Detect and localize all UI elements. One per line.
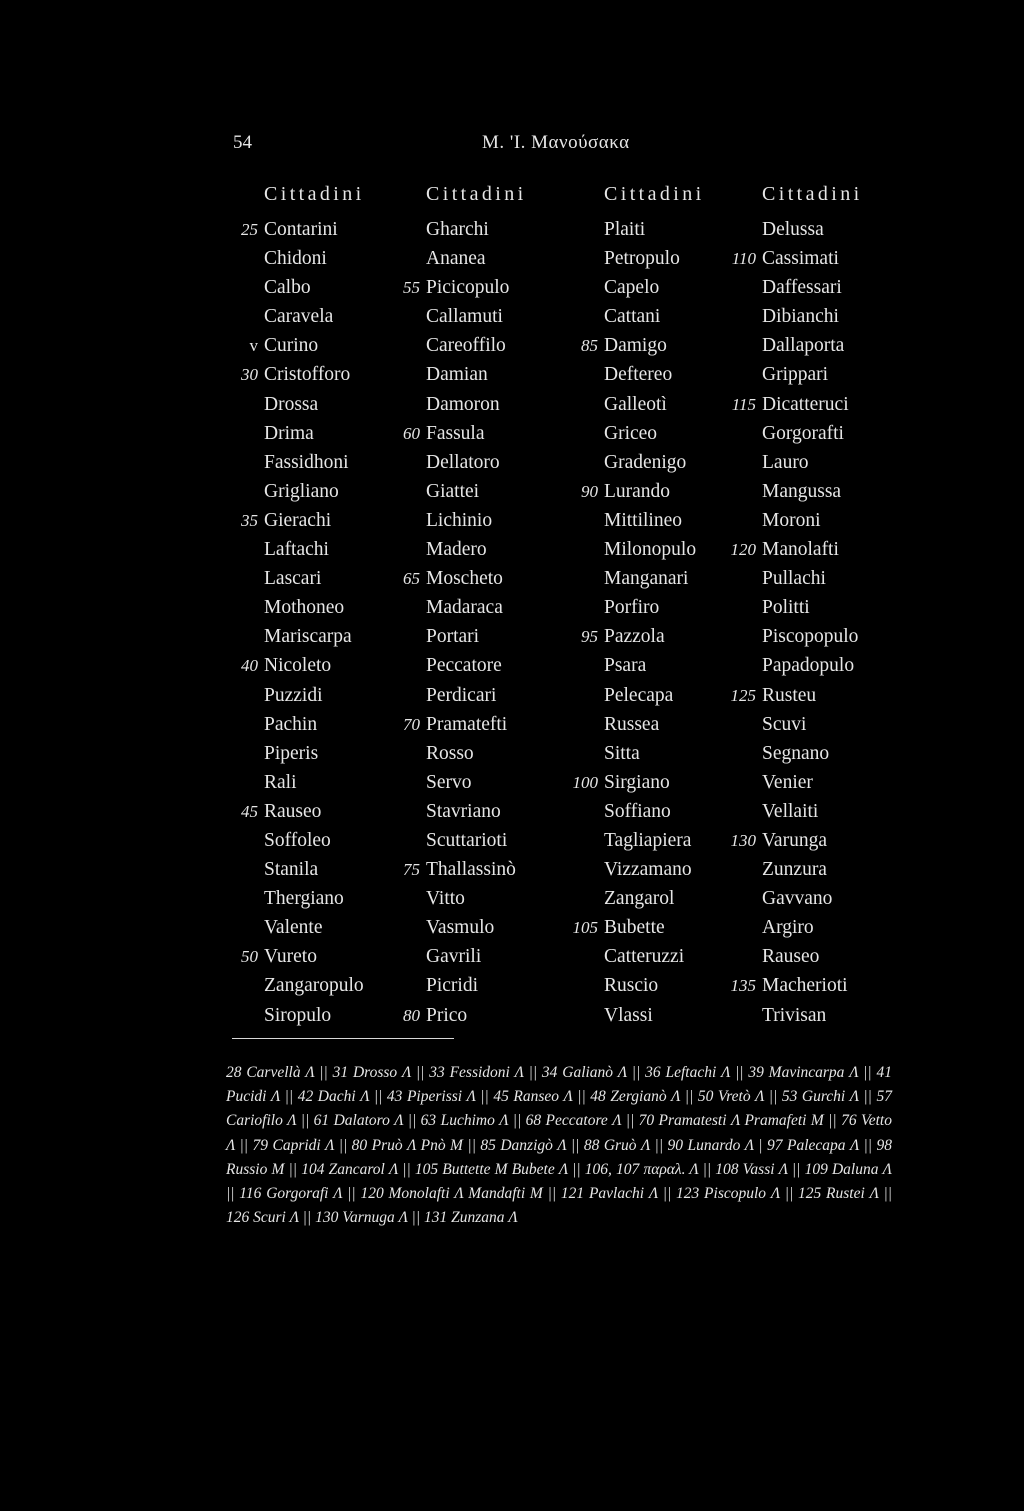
cittadino-name: Curino <box>264 335 319 357</box>
critical-apparatus: 28 Carvellà Λ || 31 Drosso Λ || 33 Fessidoni Λ || 34 Galianò Λ || 36 Leftachi Λ || 39 Mavincarpa Λ || 41 Pucidi Λ || 42 Dachi Λ || 43 Piperissi Λ || 45 Ranseo Λ || 48 Zergianò Λ || 50 Vretò Λ || 53 Gurchi Λ || 57 Cariofilo Λ || 61 Dalatoro Λ || 63 Luchimo Λ || 68 Peccatore Λ || 70 Pramatesti Λ Pramafeti Μ || 76 Vetto Λ || 79 Capridi Λ || 80 Pruò Λ Pnò Μ || 85 Danzigò Λ || 88 Gruò Λ || 90 Lunardo Λ | 97 Palecapa Λ || 98 Russio Μ || 104 Zancarol Λ || 105 Buttette Μ Bubete Λ || 106, 107 παραλ. Λ || 108 Vassi Λ || 109 Daluna Λ || 116 Gorgorafi Λ || 120 Monolafti Λ Mandafti Μ || 121 Pavlachi Λ || 123 Piscopulo Λ || 125 Rustei Λ || 126 Scuri Λ || 130 Varnuga Λ || 131 Zunzana Λ <box>226 1064 892 1227</box>
cittadino-name: Psara <box>604 655 647 677</box>
line-number: 100 <box>572 772 598 792</box>
cittadino-name: Calbo <box>264 277 311 299</box>
cittadino-name: Caravela <box>264 306 334 328</box>
line-number: 50 <box>241 947 258 967</box>
cittadino-name: Lauro <box>762 451 809 473</box>
line-number: 70 <box>403 714 420 734</box>
line-number: 85 <box>581 336 598 356</box>
cittadino-name: Rosso <box>426 742 474 764</box>
table-row <box>0 335 1024 364</box>
table-row <box>0 772 1024 801</box>
cittadino-name: Piperis <box>264 742 319 764</box>
column-heading-4: Cittadini <box>762 183 863 205</box>
table-row <box>0 714 1024 743</box>
cittadino-name: Lurando <box>604 480 671 502</box>
cittadino-name: Pazzola <box>604 626 665 648</box>
cittadino-name: Fassula <box>426 422 485 444</box>
line-number: 115 <box>731 394 756 414</box>
table-row <box>0 975 1024 1004</box>
cittadino-name: Moscheto <box>426 568 503 590</box>
table-row <box>0 946 1024 975</box>
cittadino-name: Porfiro <box>604 597 660 619</box>
table-row <box>0 481 1024 510</box>
cittadino-name: Pullachi <box>762 568 826 590</box>
cittadino-name: Dicatteruci <box>762 393 849 415</box>
cittadino-name: Plaiti <box>604 219 646 240</box>
cittadino-name: Thallassinò <box>426 859 516 881</box>
cittadino-name: Giattei <box>426 480 480 502</box>
table-row <box>0 830 1024 859</box>
cittadino-name: Macherioti <box>762 975 848 997</box>
cittadino-name: Tagliapiera <box>604 829 692 851</box>
cittadino-name: Trivisan <box>762 1004 827 1026</box>
line-number: 80 <box>403 1005 420 1025</box>
cittadino-name: Manganari <box>604 568 689 590</box>
line-number: 45 <box>241 801 258 821</box>
cittadino-name: Servo <box>426 771 472 793</box>
cittadino-name: Stanila <box>264 859 319 881</box>
cittadino-name: Careoffilo <box>426 335 506 357</box>
cittadino-name: Pramatefti <box>426 713 508 735</box>
table-row <box>0 306 1024 335</box>
cittadino-name: Cattani <box>604 306 661 328</box>
line-number: 30 <box>241 365 258 385</box>
line-number: 120 <box>730 540 756 560</box>
cittadino-name: Venier <box>762 771 813 793</box>
table-row <box>0 597 1024 626</box>
cittadino-name: Thergiano <box>264 888 344 910</box>
cittadino-name: Soffiano <box>604 800 671 822</box>
cittadino-name: Politti <box>762 597 810 619</box>
running-head: M. 'I. Μανούσακα <box>482 132 630 153</box>
column-heading-3: Cittadini <box>604 183 705 205</box>
page-header <box>0 132 1024 162</box>
cittadino-name: Mothoneo <box>264 597 345 619</box>
table-row <box>0 423 1024 452</box>
cittadino-name: Manolafti <box>762 539 839 561</box>
line-number: 55 <box>403 278 420 298</box>
line-number: 90 <box>581 481 598 501</box>
cittadino-name: Cristofforo <box>264 364 351 386</box>
line-number: 65 <box>403 569 420 589</box>
column-heading-2: Cittadini <box>426 183 527 205</box>
cittadino-name: Ruscio <box>604 975 659 997</box>
table-row <box>0 743 1024 772</box>
line-number: 130 <box>730 830 756 850</box>
column-headings <box>0 183 1024 213</box>
cittadino-name: Gierachi <box>264 509 332 531</box>
cittadino-name: Peccatore <box>426 655 502 677</box>
cittadino-name: Prico <box>426 1004 468 1026</box>
cittadino-name: Grippari <box>762 364 829 386</box>
cittadino-name: Dallaporta <box>762 335 845 357</box>
cittadino-name: Cassimati <box>762 248 839 270</box>
cittadino-name: Puzzidi <box>264 684 323 706</box>
cittadino-name: Gavvano <box>762 888 833 910</box>
table-row <box>0 452 1024 481</box>
table-row <box>0 801 1024 830</box>
table-row <box>0 364 1024 393</box>
line-number: 75 <box>403 860 420 880</box>
table-row <box>0 655 1024 684</box>
line-number: v <box>249 336 258 356</box>
cittadino-name: Siropulo <box>264 1004 332 1026</box>
cittadino-name: Picridi <box>426 975 478 997</box>
cittadino-name: Drima <box>264 422 314 444</box>
cittadino-name: Vureto <box>264 946 317 968</box>
cittadino-name: Pelecapa <box>604 684 674 706</box>
cittadino-name: Callamuti <box>426 306 503 328</box>
cittadino-name: Valente <box>264 917 323 939</box>
table-row <box>0 1005 1024 1034</box>
cittadino-name: Vizzamano <box>604 859 692 881</box>
table-row <box>0 917 1024 946</box>
cittadino-name: Contarini <box>264 219 338 240</box>
table-row <box>0 568 1024 597</box>
table-row <box>0 394 1024 423</box>
cittadino-name: Grigliano <box>264 480 339 502</box>
table-row <box>0 248 1024 277</box>
cittadino-name: Mariscarpa <box>264 626 352 648</box>
cittadino-name: Delussa <box>762 219 824 240</box>
line-number: 110 <box>731 249 756 269</box>
table-row <box>0 888 1024 917</box>
cittadino-name: Bubette <box>604 917 665 939</box>
cittadino-name: Madaraca <box>426 597 503 619</box>
table-row <box>0 277 1024 306</box>
cittadino-name: Piscopopulo <box>762 626 859 648</box>
line-number: 125 <box>730 685 756 705</box>
line-number: 25 <box>241 220 258 239</box>
cittadino-name: Scuvi <box>762 713 807 735</box>
table-row <box>0 510 1024 539</box>
cittadino-name: Laftachi <box>264 539 329 561</box>
cittadino-name: Nicoleto <box>264 655 332 677</box>
cittadino-name: Vlassi <box>604 1004 653 1026</box>
cittadino-name: Portari <box>426 626 480 648</box>
cittadino-name: Zangaropulo <box>264 975 364 997</box>
cittadino-name: Gorgorafti <box>762 422 844 444</box>
cittadino-name: Stavriano <box>426 800 501 822</box>
table-row <box>0 539 1024 568</box>
line-number: 95 <box>581 627 598 647</box>
cittadino-name: Damigo <box>604 335 667 357</box>
cittadino-name: Dibianchi <box>762 306 839 328</box>
cittadino-name: Mangussa <box>762 480 842 502</box>
footnote-rule <box>232 1038 454 1039</box>
cittadino-name: Russea <box>604 713 660 735</box>
cittadino-name: Moroni <box>762 509 821 531</box>
cittadino-name: Dellatoro <box>426 451 500 473</box>
cittadino-name: Perdicari <box>426 684 497 706</box>
table-row <box>0 859 1024 888</box>
line-number: 35 <box>241 510 258 530</box>
cittadino-name: Rauseo <box>264 800 322 822</box>
line-number: 135 <box>730 976 756 996</box>
cittadino-name: Zunzura <box>762 859 827 881</box>
cittadino-name: Papadopulo <box>762 655 855 677</box>
cittadino-name: Varunga <box>762 829 827 851</box>
cittadino-name: Zangarol <box>604 888 675 910</box>
cittadino-name: Chidoni <box>264 248 327 270</box>
cittadino-name: Gharchi <box>426 219 489 240</box>
cittadino-name: Galleotì <box>604 393 667 415</box>
table-row <box>0 685 1024 714</box>
cittadino-name: Pachin <box>264 713 318 735</box>
cittadino-name: Madero <box>426 539 487 561</box>
cittadino-name: Deftereo <box>604 364 673 386</box>
cittadino-name: Capelo <box>604 277 660 299</box>
cittadino-name: Ananea <box>426 248 486 270</box>
cittadino-name: Scuttarioti <box>426 829 508 851</box>
cittadino-name: Gavrili <box>426 946 482 968</box>
cittadino-name: Sirgiano <box>604 771 670 793</box>
table-row <box>0 219 1024 248</box>
cittadino-name: Damian <box>426 364 488 386</box>
cittadino-name: Gradenigo <box>604 451 687 473</box>
cittadino-name: Lascari <box>264 568 322 590</box>
cittadino-name: Vasmulo <box>426 917 495 939</box>
cittadino-name: Mittilineo <box>604 509 682 531</box>
cittadino-name: Fassidhoni <box>264 451 349 473</box>
column-heading-1: Cittadini <box>264 183 365 205</box>
cittadino-name: Segnano <box>762 742 830 764</box>
cittadino-name: Vellaiti <box>762 800 819 822</box>
cittadino-name: Petropulo <box>604 248 680 270</box>
name-table <box>0 219 1024 1034</box>
cittadino-name: Rauseo <box>762 946 820 968</box>
cittadino-name: Drossa <box>264 393 319 415</box>
cittadino-name: Lichinio <box>426 509 493 531</box>
cittadino-name: Picicopulo <box>426 277 510 299</box>
cittadino-name: Argiro <box>762 917 814 939</box>
line-number: 40 <box>241 656 258 676</box>
cittadino-name: Rali <box>264 771 297 793</box>
cittadino-name: Rusteu <box>762 684 817 706</box>
cittadino-name: Damoron <box>426 393 500 415</box>
cittadino-name: Catteruzzi <box>604 946 685 968</box>
cittadino-name: Soffoleo <box>264 829 331 851</box>
line-number: 60 <box>403 423 420 443</box>
cittadino-name: Sitta <box>604 742 640 764</box>
cittadino-name: Griceo <box>604 422 658 444</box>
cittadino-name: Daffessari <box>762 277 842 299</box>
cittadino-name: Vitto <box>426 888 465 910</box>
line-number: 105 <box>572 918 598 938</box>
cittadino-name: Milonopulo <box>604 539 697 561</box>
table-row <box>0 626 1024 655</box>
page-number: 54 <box>233 132 252 153</box>
